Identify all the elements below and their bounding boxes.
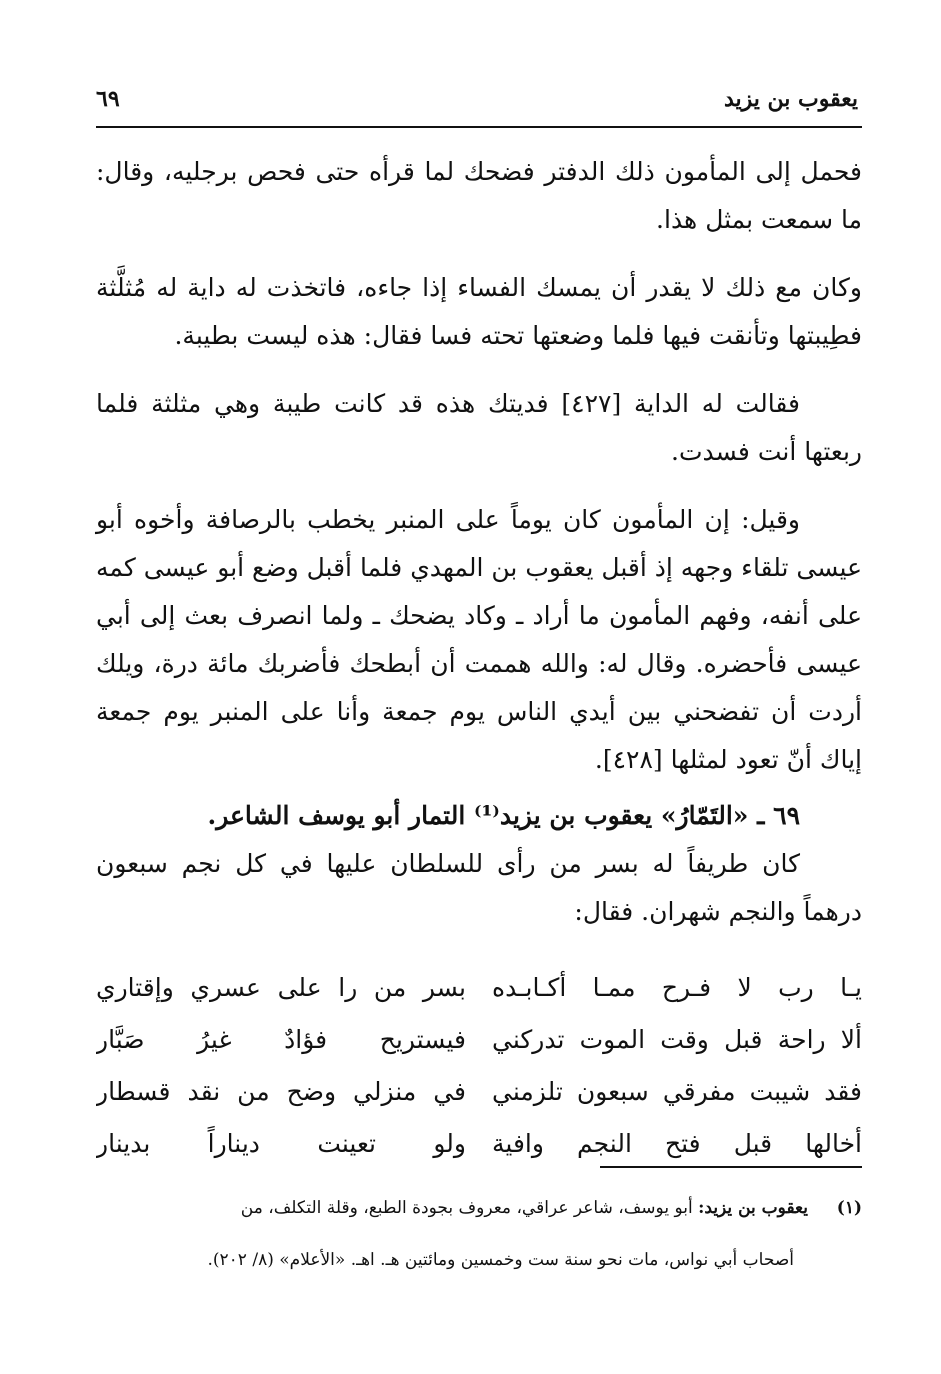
verse-line xyxy=(96,962,862,1014)
footnotes xyxy=(96,1182,862,1286)
footnote-subject: يعقوب بن يزيد: xyxy=(698,1198,808,1218)
footnote-continuation: أصحاب أبي نواس، مات نحو سنة ست وخمسين ومائتين هـ. اهـ. «الأعلام» (٨/ ٢٠٢). xyxy=(207,1250,794,1270)
footnote-number: (١) xyxy=(836,1198,862,1218)
page-number: ٦٩ xyxy=(96,86,120,112)
verse-second-hemistich: فيستريح فؤادٌ غيرُ صَبَّار xyxy=(96,1025,466,1054)
verse-line xyxy=(96,1118,862,1170)
verse-first-hemistich: ألا راحة قبل وقت الموت تدركني xyxy=(492,1025,862,1054)
verse-line xyxy=(96,1066,862,1118)
footnote-text: أبو يوسف، شاعر عراقي، معروف بجودة الطبع، وقلة التكلف، من xyxy=(240,1198,693,1218)
paragraph: وقيل: إن المأمون كان يوماً على المنبر يخطب بالرصافة وأخوه أبو عيسى تلقاء وجهه إذ أقبل يعقوب بن المهدي فلما أقبل وضع أبو عيسى كمه على أنفه، وفهم المأمون ما أراد ـ وكاد يضحك ـ ولما انصرف بعث إلى أبي عيسى فأحضره. وقال له: والله هممت أن أبطحك فأضربك مائة درة، ويلك أردت أن تفضحني بين أيدي الناس يوم جمعة وأنا على المنبر يوم جمعة إياك أنّ تعود لمثلها [٤٢٨]. xyxy=(96,505,862,774)
verse-first-hemistich: فقد شيبت مفرقي سبعون تلزمني xyxy=(492,1077,862,1106)
paragraph: فقالت له الداية [٤٢٧] فديتك هذه قد كانت طيبة وهي مثلثة فلما ربعتها أنت فسدت. xyxy=(96,389,862,466)
header-rule xyxy=(96,126,862,128)
main-text xyxy=(96,148,862,936)
running-title: يعقوب بن يزيد xyxy=(723,86,858,112)
verse-first-hemistich: يـا رب لا فـرح ممـا أكـابـده xyxy=(492,973,862,1002)
poem xyxy=(96,962,862,1170)
verse-second-hemistich: بسر من را على عسري وإقتاري xyxy=(96,973,466,1002)
verse-second-hemistich: ولو تعينت ديناراً بدينار xyxy=(96,1129,466,1158)
entry-heading: ٦٩ ـ «التَمّارُ» يعقوب بن يزيد⁽¹⁾ التمار أبو يوسف الشاعر. xyxy=(207,801,800,830)
verse-second-hemistich: في منزلي وضح من نقد قسطار xyxy=(96,1077,466,1106)
entry-intro: كان طريفاً له بسر من رأى للسلطان عليها في كل نجم سبعون درهماً والنجم شهران. فقال: xyxy=(96,849,862,926)
verse-line xyxy=(96,1014,862,1066)
footnote-rule xyxy=(600,1166,862,1168)
paragraph: وكان مع ذلك لا يقدر أن يمسك الفساء إذا جاءه، فاتخذت له داية له مُثلَّثة فطِيبتها وتأنقت فيها فلما وضعتها تحته فسا فقال: هذه ليست بطيبة. xyxy=(96,273,862,350)
verse-first-hemistich: أخالها قبل فتح النجم وافية xyxy=(492,1129,862,1158)
footnote-line xyxy=(96,1182,862,1234)
paragraph: فحمل إلى المأمون ذلك الدفتر فضحك لما قرأه حتى فحص برجليه، وقال: ما سمعت بمثل هذا. xyxy=(96,157,862,234)
running-header xyxy=(96,86,858,126)
